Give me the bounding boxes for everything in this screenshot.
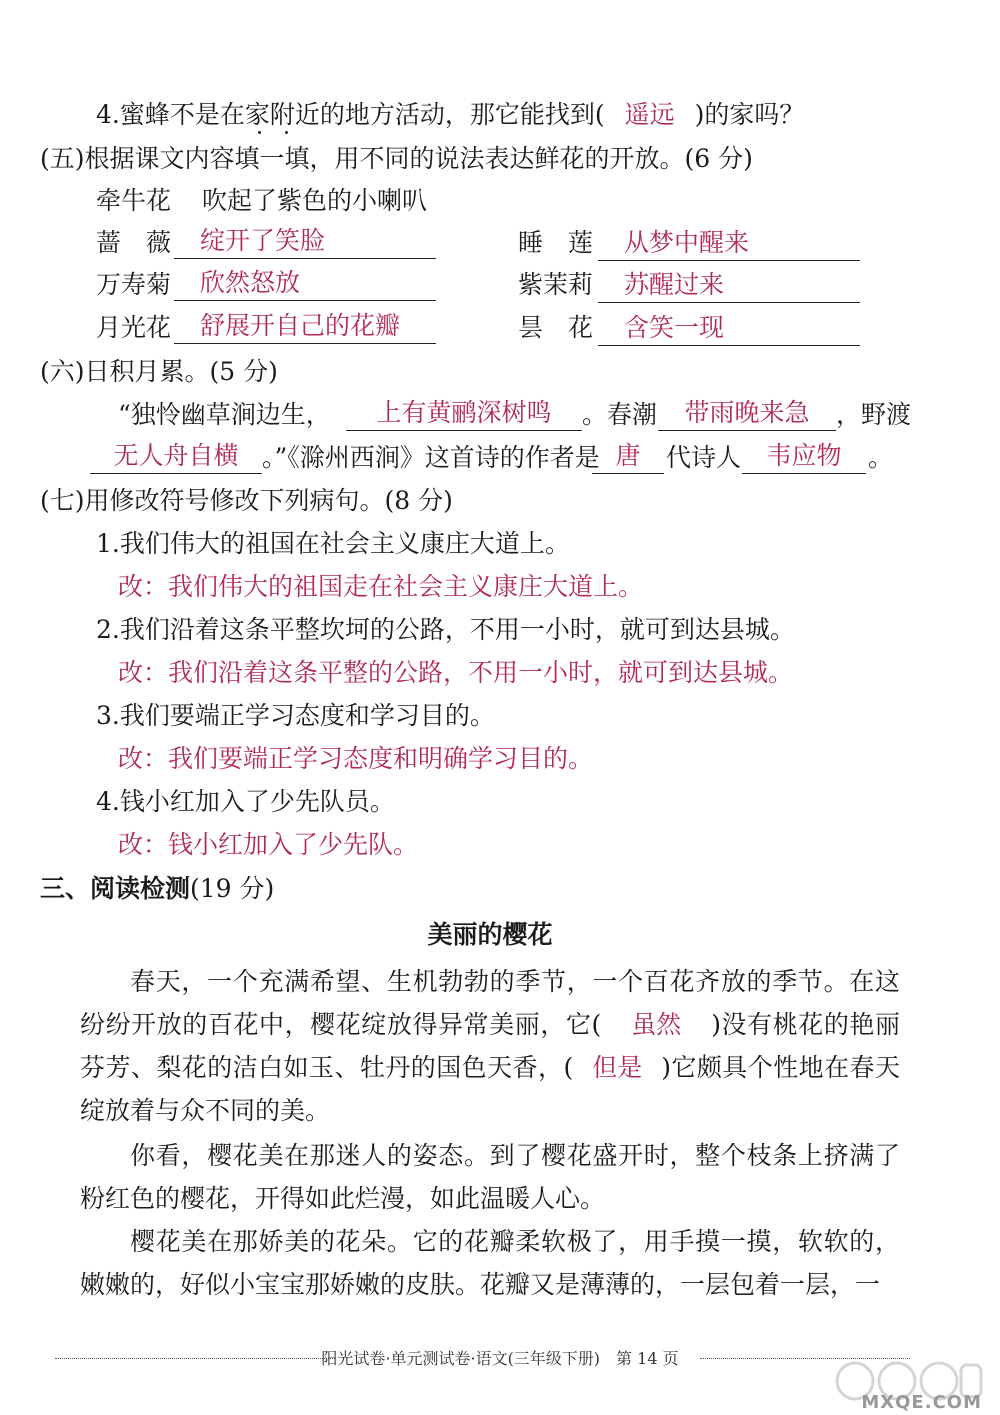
article-answer-2: 但是: [592, 1053, 643, 1082]
sentence-correction: 改：我们伟大的祖国走在社会主义康庄大道上。: [118, 572, 644, 601]
section-6-title: (六)日积月累。(5 分): [40, 357, 278, 386]
emphasis-dot: [258, 131, 261, 134]
poem-line1-pre: “独怜幽草涧边生，: [118, 400, 331, 429]
emphasis-dot: [285, 131, 288, 134]
poem-answer-3: 无人舟自横: [113, 441, 239, 470]
sentence-correction: 改：钱小红加入了少先队。: [118, 830, 419, 859]
flower-label: 昙 花: [518, 313, 594, 342]
sentence-question: 1.我们伟大的祖国在社会主义康庄大道上。: [96, 529, 570, 558]
answer-underline: [346, 430, 582, 431]
poem-line2-mid: 。”《滁州西涧》这首诗的作者是: [262, 443, 600, 472]
flower-label: 蔷 薇: [96, 228, 172, 257]
question-4: [96, 98, 804, 132]
answer-underline: [174, 258, 436, 259]
example-text: 吹起了紫色的小喇叭: [202, 186, 428, 215]
poem-line2-mid2: 代诗人: [666, 443, 742, 472]
flower-label: 月光花: [96, 313, 172, 342]
answer-underline: [598, 345, 860, 346]
article-paragraph-1: 春天，一个充满希望、生机勃勃的季节，一个百花齐放的季节。在这纷纷开放的百花中，樱花绽放得异常美丽，它( 虽然 )没有桃花的艳丽芬芳、梨花的洁白如玉、牡丹的国色天香，( 但是 )它颇具个性地在春天绽放着与众不同的美。: [80, 967, 900, 1125]
sentence-question: 2.我们沿着这条平整坎坷的公路，不用一小时，就可到达县城。: [96, 615, 795, 644]
flower-answer: 舒展开自己的花瓣: [200, 311, 401, 340]
section-5-title: (五)根据课文内容填一填，用不同的说法表达鲜花的开放。(6 分): [40, 144, 753, 173]
article-title: 美丽的樱花: [427, 920, 553, 949]
section-7-title: (七)用修改符号修改下列病句。(8 分): [40, 486, 453, 515]
sentence-correction: 改：我们要端正学习态度和明确学习目的。: [118, 744, 594, 773]
answer-underline: [742, 473, 866, 474]
section-3-score: (19 分): [190, 874, 275, 903]
article-paragraph-2: 你看，樱花美在那迷人的姿态。到了樱花盛开时，整个枝条上挤满了粉红色的樱花，开得如此烂漫，如此温暖人心。: [80, 1141, 900, 1213]
q4-post: )的家吗？: [694, 100, 805, 129]
sentence-correction: 改：我们沿着这条平整的公路，不用一小时，就可到达县城。: [118, 658, 794, 687]
q4-pre: 4.蜜蜂不是在家附近的地方活动，那它能找到(: [96, 100, 605, 129]
flower-answer: 绽开了笑脸: [200, 226, 326, 255]
flower-answer: 含笑一现: [624, 313, 725, 342]
answer-underline: [658, 430, 836, 431]
answer-underline: [174, 300, 436, 301]
answer-underline: [174, 343, 436, 344]
poem-line2-end: 。: [868, 443, 894, 472]
answer-underline: [90, 473, 262, 474]
sentence-question: 4.钱小红加入了少先队员。: [96, 787, 395, 816]
flower-answer: 从梦中醒来: [624, 228, 750, 257]
poem-answer-4: 唐: [615, 441, 641, 470]
watermark-text: MXQE.COM: [861, 1392, 982, 1413]
article-paragraph-3: 樱花美在那娇美的花朵。它的花瓣柔软极了，用手摸一摸，软软的，嫩嫩的，好似小宝宝那娇嫩的皮肤。花瓣又是薄薄的，一层包着一层，一: [80, 1227, 900, 1299]
answer-underline: [598, 302, 860, 303]
article-answer-1: 虽然: [631, 1010, 682, 1039]
answer-underline: [598, 260, 860, 261]
q4-answer: 遥远: [624, 100, 675, 129]
poem-answer-2: 带雨晚来急: [684, 398, 810, 427]
flower-label: 睡 莲: [518, 228, 594, 257]
poem-answer-5: 韦应物: [766, 441, 842, 470]
poem-line1-mid: 。春潮: [582, 400, 658, 429]
section-3-heading: [40, 872, 274, 906]
flower-answer: 苏醒过来: [624, 270, 725, 299]
sentence-question: 3.我们要端正学习态度和学习目的。: [96, 701, 495, 730]
example-flower: 牵牛花: [96, 186, 172, 215]
poem-line1-post: ，野渡: [836, 400, 912, 429]
poem-answer-1: 上有黄鹂深树鸣: [376, 398, 552, 427]
section-3-title: 三、阅读检测: [40, 874, 191, 903]
flower-label: 万寿菊: [96, 270, 172, 299]
page-footer: 阳光试卷·单元测试卷·语文(三年级下册) 第 14 页: [321, 1349, 679, 1368]
flower-answer: 欣然怒放: [200, 268, 301, 297]
flower-label: 紫茉莉: [518, 270, 594, 299]
answer-underline: [592, 473, 664, 474]
